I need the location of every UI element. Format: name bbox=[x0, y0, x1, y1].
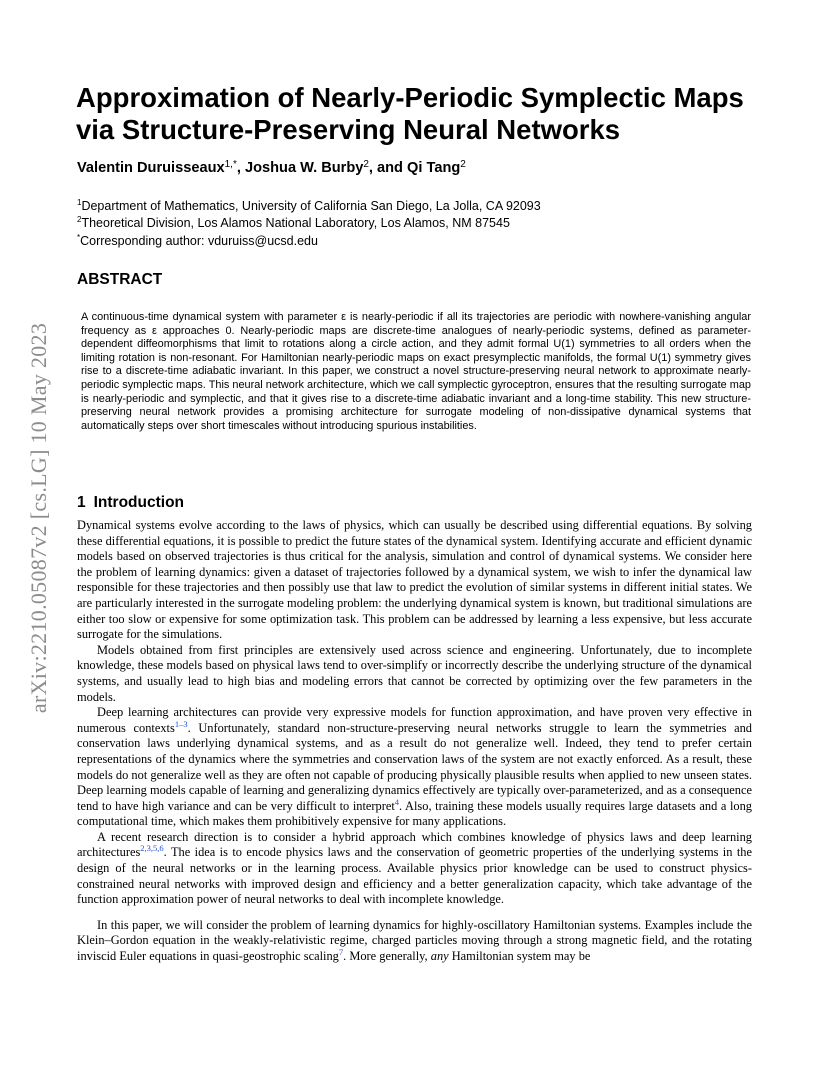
affiliation-list bbox=[77, 198, 541, 250]
paragraph-text: Models obtained from first principles are extensively used across science and engineering. Unfortunately, due to incomplete knowledge, these models based on physical laws tend to over-simplify or incorrectly describe the underlying structure of the dynamical systems, and usually lead to high bias and modeling errors that cannot be corrected by optimizing over the few parameters in the models. bbox=[77, 642, 752, 704]
paragraph-text: . Unfortunately, standard non-structure-preserving neural networks struggle to learn the symmetries and conservation laws underlying dynamical systems, and as a result do not generalize well. Indeed, they tend to prefer certain representations of the dynamics where the symmetries and conservation laws of the system are not exactly enforced. As a result, these models do not generalize well as they are often not capable of producing physically plausible results when applied to new unseen states. Deep learning models capable of learning and generalizing dynamics effectively are typically over-parameterized, and as a consequence tend to have high variance and can be very difficult to interpret bbox=[77, 720, 752, 813]
affiliation-text: Theoretical Division, Los Alamos National Laboratory, Los Alamos, NM 87545 bbox=[81, 216, 510, 231]
section-number: 1 bbox=[77, 494, 86, 511]
title-line-2: via Structure-Preserving Neural Networks bbox=[76, 114, 621, 145]
author-affiliation-mark: 2 bbox=[460, 159, 466, 170]
body-paragraph bbox=[77, 518, 752, 643]
affiliation-item bbox=[77, 233, 541, 250]
author-separator: , bbox=[236, 160, 245, 176]
paragraph-text: . Also, training these models usually requires large datasets and a long computational time, which makes them prohibitively expensive for many applications. bbox=[77, 798, 752, 829]
body-paragraph bbox=[77, 643, 752, 705]
author-list bbox=[77, 160, 466, 176]
author-name: Valentin Duruisseaux bbox=[77, 160, 225, 176]
section-heading bbox=[77, 494, 184, 512]
author-affiliation-mark: 1,* bbox=[224, 159, 237, 170]
abstract-heading: ABSTRACT bbox=[77, 271, 163, 288]
author-name: Joshua W. Burby bbox=[244, 160, 364, 176]
paragraph-text: A recent research direction is to consider a hybrid approach which combines knowledge of physics laws and deep learning architectures bbox=[77, 829, 752, 860]
body-paragraph bbox=[77, 705, 752, 830]
emphasized-text: any bbox=[430, 949, 449, 964]
paragraph-text: . More generally, bbox=[343, 949, 431, 964]
abstract-text: A continuous-time dynamical system with parameter ε is nearly-periodic if all its trajectories are periodic with nowhere-vanishing angular frequency as ε approaches 0. Nearly-periodic maps are discrete-time analogues of nearly-periodic systems, defined as parameter-dependent diffeomorphisms that limit to rotations along a circle action, and they admit formal U(1) symmetries to all orders when the limiting rotation is non-resonant. For Hamiltonian nearly-periodic maps on exact presymplectic manifolds, the formal U(1) symmetry gives rise to a discrete-time adiabatic invariant. In this paper, we construct a novel structure-preserving neural network to approximate nearly-periodic symplectic maps. This neural network architecture, which we call symplectic gyroceptron, ensures that the resulting surrogate map is nearly-periodic and symplectic, and that it gives rise to a discrete-time adiabatic invariant and a long-time stability. This new structure-preserving neural network provides a promising architecture for surrogate modeling of non-dissipative dynamical systems that automatically steps over short timescales without introducing spurious instabilities. bbox=[81, 311, 751, 432]
body-paragraph bbox=[77, 830, 752, 908]
body-paragraph bbox=[77, 918, 752, 965]
author-name: Qi Tang bbox=[407, 160, 461, 176]
paper-title bbox=[76, 82, 776, 146]
citation-link[interactable]: 2,3,5,6 bbox=[140, 843, 164, 854]
section-body bbox=[77, 518, 752, 965]
affiliation-mark: * bbox=[77, 232, 81, 242]
affiliation-item bbox=[77, 215, 541, 232]
paragraph-text: Dynamical systems evolve according to the laws of physics, which can usually be described using differential equations. By solving these differential equations, it is possible to predict the future states of the dynamical system. Identifying accurate and efficient dynamic models based on observed trajectories is thus critical for the analysis, simulation and control of dynamical systems. We consider here the problem of learning dynamics: given a dataset of trajectories followed by a dynamical system, we wish to infer the dynamical law responsible for these trajectories and then possibly use that law to predict the evolution of similar systems in different initial states. We are particularly interested in the surrogate modeling problem: the underlying dynamical system is known, but traditional simulations are either too slow or expensive for some optimization task. This problem can be addressed by learning a less expensive, but less accurate surrogate for the simulations. bbox=[77, 518, 752, 642]
citation-link[interactable]: 7 bbox=[338, 947, 344, 958]
arxiv-sidebar bbox=[28, 278, 50, 758]
title-line-1: Approximation of Nearly-Periodic Symplectic Maps bbox=[76, 82, 744, 113]
arxiv-identifier: arXiv:2210.05087v2 [cs.LG] 10 May 2023 bbox=[26, 322, 51, 714]
author-affiliation-mark: 2 bbox=[363, 159, 369, 170]
section-title: Introduction bbox=[93, 494, 185, 511]
paragraph-text: . The idea is to encode physics laws and the conservation of geometric properties of the underlying systems in the design of the neural networks or in the learning process. Available physics prior knowledge can be used to construct physics-constrained neural networks with improved design and efficiency and a better generalization capacity, which take advantage of the function approximation power of neural networks to deal with incomplete knowledge. bbox=[77, 845, 752, 907]
affiliation-mark: 1 bbox=[77, 198, 82, 207]
affiliation-mark: 2 bbox=[77, 215, 82, 225]
paragraph-text: In this paper, we will consider the problem of learning dynamics for highly-oscillatory Hamiltonian systems. Examples include the Klein–Gordon equation in the weakly-relativistic regime, charged particles moving through a strong magnetic field, and the rotating inviscid Euler equations in quasi-geostrophic scaling bbox=[77, 917, 752, 964]
affiliation-text: Department of Mathematics, University of California San Diego, La Jolla, CA 92093 bbox=[81, 199, 541, 213]
author-separator: , and bbox=[368, 160, 408, 176]
affiliation-item bbox=[77, 198, 541, 215]
affiliation-text: Corresponding author: vduruiss@ucsd.edu bbox=[80, 233, 318, 248]
citation-link[interactable]: 1–3 bbox=[174, 718, 188, 729]
citation-link[interactable]: 4 bbox=[394, 796, 400, 807]
paragraph-text: Hamiltonian system may be bbox=[448, 949, 591, 964]
paragraph-text: Deep learning architectures can provide very expressive models for function approximation, and have proven very effective in numerous contexts bbox=[77, 705, 752, 735]
